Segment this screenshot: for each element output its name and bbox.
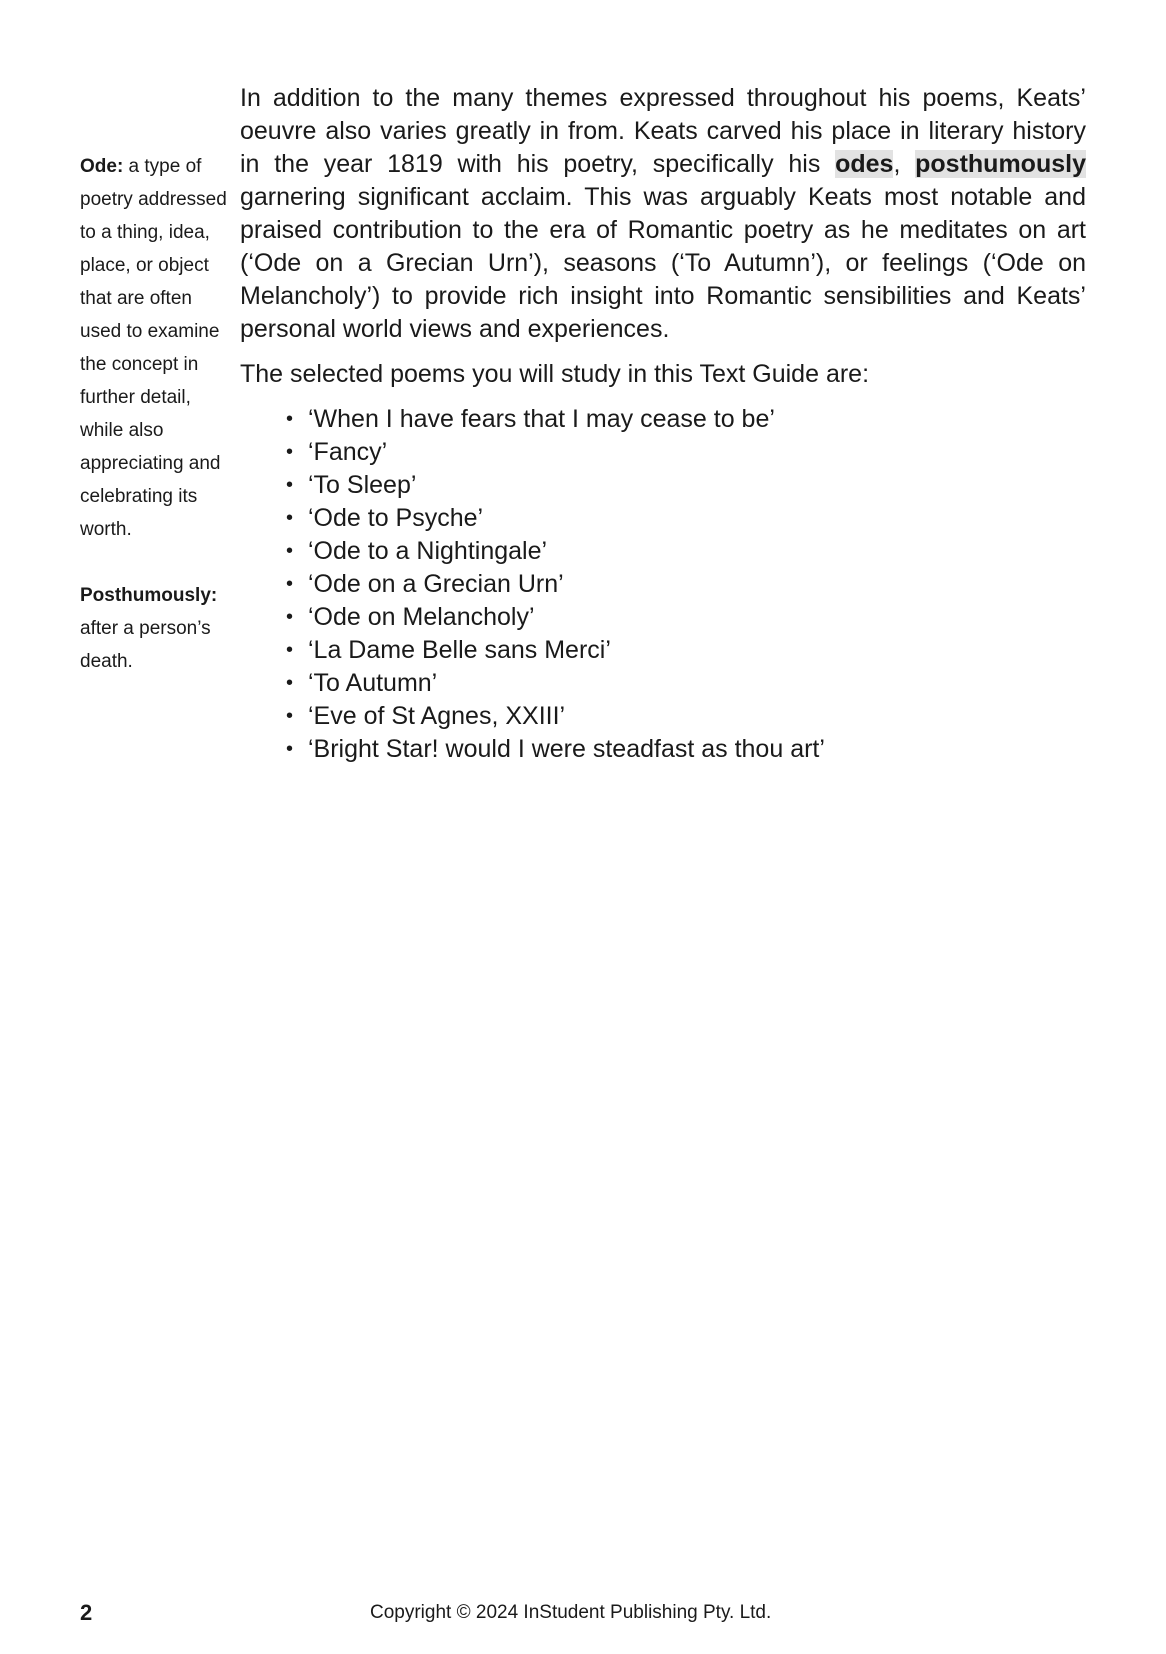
paragraph-text-continued: garnering significant acclaim. This was arguably Keats most notable and praised contribution to the era of Romantic poetry as he meditates on art (‘Ode on a Grecian Urn’), seasons (‘To Autumn’), or feelings (‘Ode on Melancholy’) to provide rich insight into Romantic sensibilities and Keats’ personal world views and experiences. [240, 183, 1086, 343]
poem-list-item [286, 502, 1086, 535]
poem-list-item [286, 634, 1086, 667]
copyright-notice: Copyright © 2024 InStudent Publishing Pty. Ltd. [370, 1602, 772, 1623]
glossary-term: Posthumously: [80, 585, 218, 606]
bullet-icon: • [286, 639, 294, 661]
glossary-entry-ode [80, 150, 230, 546]
body-paragraph [240, 82, 1086, 346]
bullet-icon: • [286, 573, 294, 595]
bullet-icon: • [286, 738, 294, 760]
bullet-icon: • [286, 507, 294, 529]
poem-title: ‘Ode on a Grecian Urn’ [308, 570, 564, 598]
bullet-icon: • [286, 441, 294, 463]
glossary-sidebar [80, 150, 230, 678]
poem-title: ‘Eve of St Agnes, XXIII’ [308, 702, 566, 730]
glossary-definition: after a person’s death. [80, 618, 211, 672]
poem-title: ‘Ode on Melancholy’ [308, 603, 535, 631]
main-content [240, 82, 1086, 766]
poem-list-item [286, 733, 1086, 766]
highlighted-term-posthumously: posthumously [915, 150, 1086, 178]
poem-title: ‘To Sleep’ [308, 471, 417, 499]
poem-list-item [286, 601, 1086, 634]
poem-title: ‘Ode to Psyche’ [308, 504, 484, 532]
poem-list-item [286, 535, 1086, 568]
bullet-icon: • [286, 474, 294, 496]
poem-title: ‘La Dame Belle sans Merci’ [308, 636, 611, 664]
poem-list-item [286, 469, 1086, 502]
poem-title: ‘Fancy’ [308, 438, 388, 466]
poem-list [240, 403, 1086, 766]
poem-list-item [286, 667, 1086, 700]
glossary-definition: a type of poetry addressed to a thing, idea, place, or object that are often used to examine the concept in further detail, while also appreciating and celebrating its worth. [80, 156, 227, 540]
bullet-icon: • [286, 672, 294, 694]
poem-list-item [286, 568, 1086, 601]
poem-list-item [286, 403, 1086, 436]
page-number: 2 [80, 1600, 93, 1625]
bullet-icon: • [286, 540, 294, 562]
page-footer [0, 1600, 1166, 1630]
bullet-icon: • [286, 606, 294, 628]
poem-title: ‘When I have fears that I may cease to be’ [308, 405, 775, 433]
paragraph-text: In addition to the many themes expressed throughout his poems, Keats’ oeuvre also varies greatly in from. Keats carved his place in literary history in the year 1819 with his poetry, specifically his [240, 84, 1086, 178]
poem-list-item [286, 436, 1086, 469]
poem-title: ‘To Autumn’ [308, 669, 438, 697]
paragraph-comma: , [893, 150, 916, 178]
poem-title: ‘Ode to a Nightingale’ [308, 537, 548, 565]
glossary-entry-posthumously [80, 579, 230, 678]
poem-list-item [286, 700, 1086, 733]
bullet-icon: • [286, 408, 294, 430]
poem-list-intro: The selected poems you will study in this Text Guide are: [240, 360, 870, 388]
glossary-term: Ode: [80, 156, 124, 177]
poem-title: ‘Bright Star! would I were steadfast as thou art’ [308, 735, 825, 763]
highlighted-term-odes: odes [835, 150, 894, 178]
bullet-icon: • [286, 705, 294, 727]
